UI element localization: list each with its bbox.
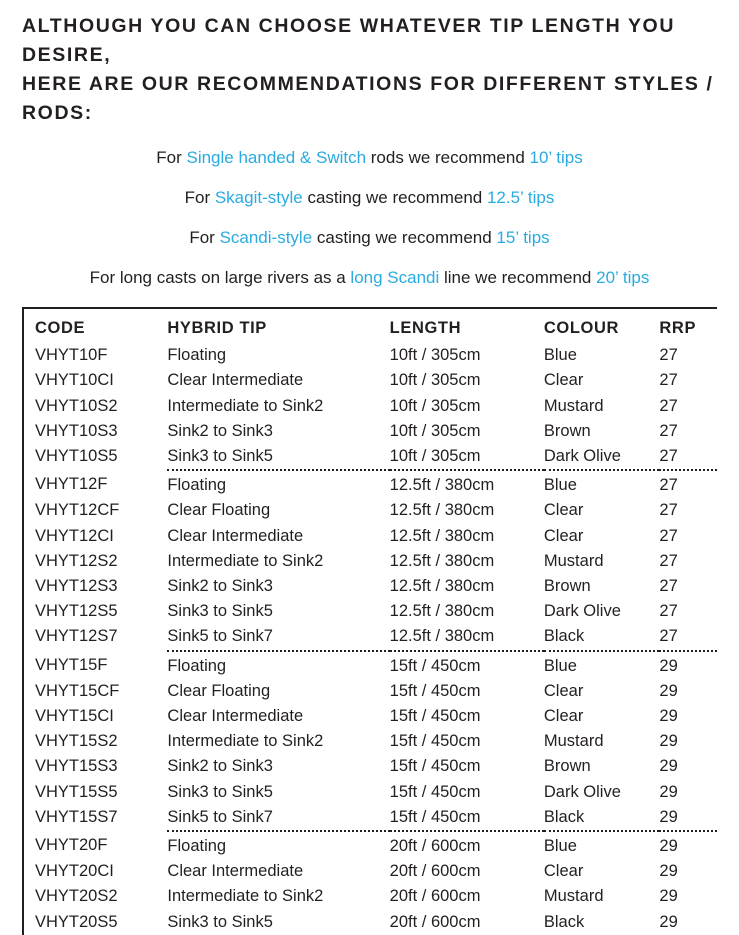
table-row (24, 524, 717, 549)
cell-code: VHYT10F (35, 346, 108, 365)
cell-colour: Mustard (543, 551, 604, 570)
cell-length: 10ft / 305cm (389, 396, 481, 415)
table-row (24, 754, 717, 779)
cell-rrp: 27 (659, 346, 678, 365)
cell-code: VHYT15S3 (35, 757, 118, 776)
cell-rrp: 27 (659, 396, 678, 415)
cell-code: VHYT12S5 (35, 602, 118, 621)
cell-length: 20ft / 600cm (390, 831, 544, 859)
cell-hybrid-tip: Clear Intermediate (167, 862, 304, 881)
recommendation-style: long Scandi (350, 268, 440, 287)
cell-colour: Clear (543, 526, 584, 545)
table-row (24, 831, 717, 859)
cell-length: 15ft / 450cm (389, 732, 481, 751)
cell-rrp: 27 (659, 371, 678, 390)
column-header-code: CODE (35, 319, 86, 337)
cell-code: VHYT10CI (35, 371, 114, 390)
table-row (24, 651, 717, 679)
cell-hybrid-tip: Sink3 to Sink5 (167, 782, 273, 801)
cell-rrp: 27 (659, 577, 678, 596)
cell-length: 10ft / 305cm (389, 371, 481, 390)
cell-colour: Black (543, 912, 585, 931)
recommendation-tip: 15’ tips (496, 228, 550, 247)
cell-code: VHYT15F (35, 655, 108, 674)
cell-colour: Blue (544, 470, 660, 498)
cell-code: VHYT15S7 (35, 807, 118, 826)
recommendation-style: Scandi-style (219, 228, 313, 247)
cell-length: 12.5ft / 380cm (389, 627, 495, 646)
cell-code: VHYT10S2 (35, 396, 118, 415)
cell-colour: Dark Olive (543, 602, 621, 621)
cell-code: VHYT12S7 (35, 627, 118, 646)
table-row (24, 549, 717, 574)
column-header-colour: COLOUR (543, 319, 619, 337)
cell-hybrid-tip: Sink5 to Sink7 (167, 807, 273, 826)
cell-hybrid-tip: Sink2 to Sink3 (167, 577, 273, 596)
cell-colour: Clear (543, 707, 584, 726)
cell-colour: Clear (543, 681, 584, 700)
cell-colour: Dark Olive (543, 447, 621, 466)
cell-code: VHYT10S3 (35, 421, 118, 440)
cell-length: 12.5ft / 380cm (389, 526, 495, 545)
cell-hybrid-tip: Floating (167, 651, 389, 679)
table-row (24, 624, 717, 650)
cell-code: VHYT12CI (35, 526, 114, 545)
cell-rrp: 27 (659, 501, 678, 520)
cell-colour: Dark Olive (543, 782, 621, 801)
cell-length: 12.5ft / 380cm (389, 577, 495, 596)
cell-hybrid-tip: Sink3 to Sink5 (167, 447, 273, 466)
recommendation-pre: For long casts on large rivers as a (89, 268, 351, 287)
tips-table (24, 311, 717, 935)
cell-hybrid-tip: Clear Intermediate (167, 707, 304, 726)
table-row (24, 419, 717, 444)
cell-length: 15ft / 450cm (389, 681, 481, 700)
cell-colour: Blue (543, 346, 577, 365)
recommendations-list (0, 147, 739, 288)
recommendation-line (0, 147, 739, 168)
recommendation-style: Skagit-style (214, 188, 303, 207)
table-row (24, 704, 717, 729)
page (0, 12, 739, 931)
cell-length: 12.5ft / 380cm (389, 602, 495, 621)
cell-length: 15ft / 450cm (389, 707, 481, 726)
cell-code: VHYT15CI (35, 707, 114, 726)
cell-code: VHYT12S2 (35, 551, 118, 570)
cell-colour: Black (543, 807, 585, 826)
cell-hybrid-tip: Sink5 to Sink7 (167, 627, 273, 646)
cell-rrp: 29 (659, 862, 678, 881)
cell-rrp: 29 (659, 732, 678, 751)
cell-rrp: 27 (659, 470, 717, 498)
cell-length: 15ft / 450cm (389, 757, 481, 776)
recommendation-pre: For (184, 188, 215, 207)
cell-hybrid-tip: Intermediate to Sink2 (167, 732, 324, 751)
recommendation-pre: For (156, 148, 187, 167)
cell-code: VHYT12S3 (35, 577, 118, 596)
cell-hybrid-tip: Floating (167, 470, 389, 498)
cell-rrp: 29 (659, 757, 678, 776)
cell-rrp: 27 (659, 526, 678, 545)
recommendation-mid: casting we recommend (312, 228, 497, 247)
table-row (24, 910, 717, 935)
cell-colour: Blue (544, 831, 660, 859)
table-row (24, 780, 717, 805)
table-row (24, 679, 717, 704)
table-row (24, 599, 717, 624)
cell-hybrid-tip: Floating (167, 831, 389, 859)
cell-rrp: 29 (659, 807, 678, 826)
cell-length: 15ft / 450cm (390, 651, 544, 679)
cell-rrp: 27 (659, 602, 678, 621)
cell-rrp: 29 (659, 651, 717, 679)
column-header-hybrid-tip: HYBRID TIP (167, 319, 267, 337)
cell-colour: Black (543, 627, 585, 646)
cell-hybrid-tip: Sink3 to Sink5 (167, 912, 273, 931)
cell-hybrid-tip: Sink3 to Sink5 (167, 602, 273, 621)
column-header-length: LENGTH (389, 319, 462, 337)
cell-code: VHYT12CF (35, 501, 120, 520)
cell-length: 10ft / 305cm (389, 447, 481, 466)
cell-colour: Clear (543, 371, 584, 390)
table-header-row (24, 311, 717, 343)
table-row (24, 805, 717, 831)
cell-code: VHYT15S5 (35, 782, 118, 801)
cell-code: VHYT20S2 (35, 887, 118, 906)
table-row (24, 498, 717, 523)
cell-colour: Mustard (543, 732, 604, 751)
recommendation-line (0, 267, 739, 288)
cell-length: 20ft / 600cm (389, 912, 481, 931)
cell-rrp: 27 (659, 627, 678, 646)
cell-length: 20ft / 600cm (389, 862, 481, 881)
cell-code: VHYT20F (35, 836, 108, 855)
cell-colour: Brown (543, 421, 591, 440)
cell-code: VHYT15CF (35, 681, 120, 700)
cell-colour: Blue (544, 651, 660, 679)
tips-table-head (24, 311, 717, 343)
page-title-line1: ALTHOUGH YOU CAN CHOOSE WHATEVER TIP LENGTH YOU DESIRE, (22, 15, 676, 66)
cell-length: 20ft / 600cm (389, 887, 481, 906)
cell-rrp: 27 (659, 551, 678, 570)
cell-hybrid-tip: Sink2 to Sink3 (167, 757, 273, 776)
cell-colour: Mustard (543, 887, 604, 906)
cell-length: 10ft / 305cm (389, 421, 481, 440)
recommendation-mid: line we recommend (439, 268, 597, 287)
recommendation-line (0, 187, 739, 208)
cell-code: VHYT15S2 (35, 732, 118, 751)
cell-code: VHYT12F (35, 475, 108, 494)
cell-length: 15ft / 450cm (389, 782, 481, 801)
cell-rrp: 29 (659, 887, 678, 906)
cell-rrp: 29 (659, 782, 678, 801)
cell-length: 12.5ft / 380cm (390, 470, 544, 498)
cell-hybrid-tip: Intermediate to Sink2 (167, 887, 324, 906)
cell-rrp: 27 (659, 447, 678, 466)
cell-hybrid-tip: Clear Intermediate (167, 371, 304, 390)
table-row (24, 859, 717, 884)
cell-code: VHYT20CI (35, 862, 114, 881)
recommendation-pre: For (189, 228, 220, 247)
cell-rrp: 27 (659, 421, 678, 440)
recommendation-tip: 10’ tips (529, 148, 583, 167)
cell-hybrid-tip: Clear Floating (167, 501, 271, 520)
cell-hybrid-tip: Intermediate to Sink2 (167, 396, 324, 415)
page-title-line2: HERE ARE OUR RECOMMENDATIONS FOR DIFFERENT STYLES / RODS: (22, 73, 714, 124)
recommendation-style: Single handed & Switch (186, 148, 367, 167)
table-row (24, 444, 717, 470)
cell-length: 12.5ft / 380cm (389, 501, 495, 520)
table-row (24, 729, 717, 754)
cell-hybrid-tip: Clear Intermediate (167, 526, 304, 545)
cell-length: 10ft / 305cm (389, 346, 481, 365)
column-header-rrp: RRP (659, 319, 697, 337)
table-row (24, 343, 717, 368)
tips-table-body (24, 343, 717, 935)
cell-colour: Clear (543, 501, 584, 520)
cell-length: 12.5ft / 380cm (389, 551, 495, 570)
recommendation-line (0, 227, 739, 248)
cell-code: VHYT10S5 (35, 447, 118, 466)
cell-code: VHYT20S5 (35, 912, 118, 931)
cell-colour: Brown (543, 757, 591, 776)
cell-rrp: 29 (659, 912, 678, 931)
cell-hybrid-tip: Floating (167, 346, 227, 365)
cell-hybrid-tip: Intermediate to Sink2 (167, 551, 324, 570)
recommendation-tip: 12.5’ tips (486, 188, 555, 207)
cell-rrp: 29 (659, 707, 678, 726)
tips-table-container (22, 307, 717, 935)
cell-hybrid-tip: Sink2 to Sink3 (167, 421, 273, 440)
cell-colour: Mustard (543, 396, 604, 415)
cell-rrp: 29 (659, 681, 678, 700)
cell-colour: Clear (543, 862, 584, 881)
recommendation-mid: casting we recommend (302, 188, 487, 207)
recommendation-mid: rods we recommend (366, 148, 530, 167)
recommendation-tip: 20’ tips (596, 268, 650, 287)
table-row (24, 574, 717, 599)
page-title (22, 12, 723, 128)
cell-colour: Brown (543, 577, 591, 596)
cell-length: 15ft / 450cm (389, 807, 481, 826)
table-row (24, 394, 717, 419)
cell-hybrid-tip: Clear Floating (167, 681, 271, 700)
table-row (24, 470, 717, 498)
table-row (24, 368, 717, 393)
cell-rrp: 29 (659, 831, 717, 859)
